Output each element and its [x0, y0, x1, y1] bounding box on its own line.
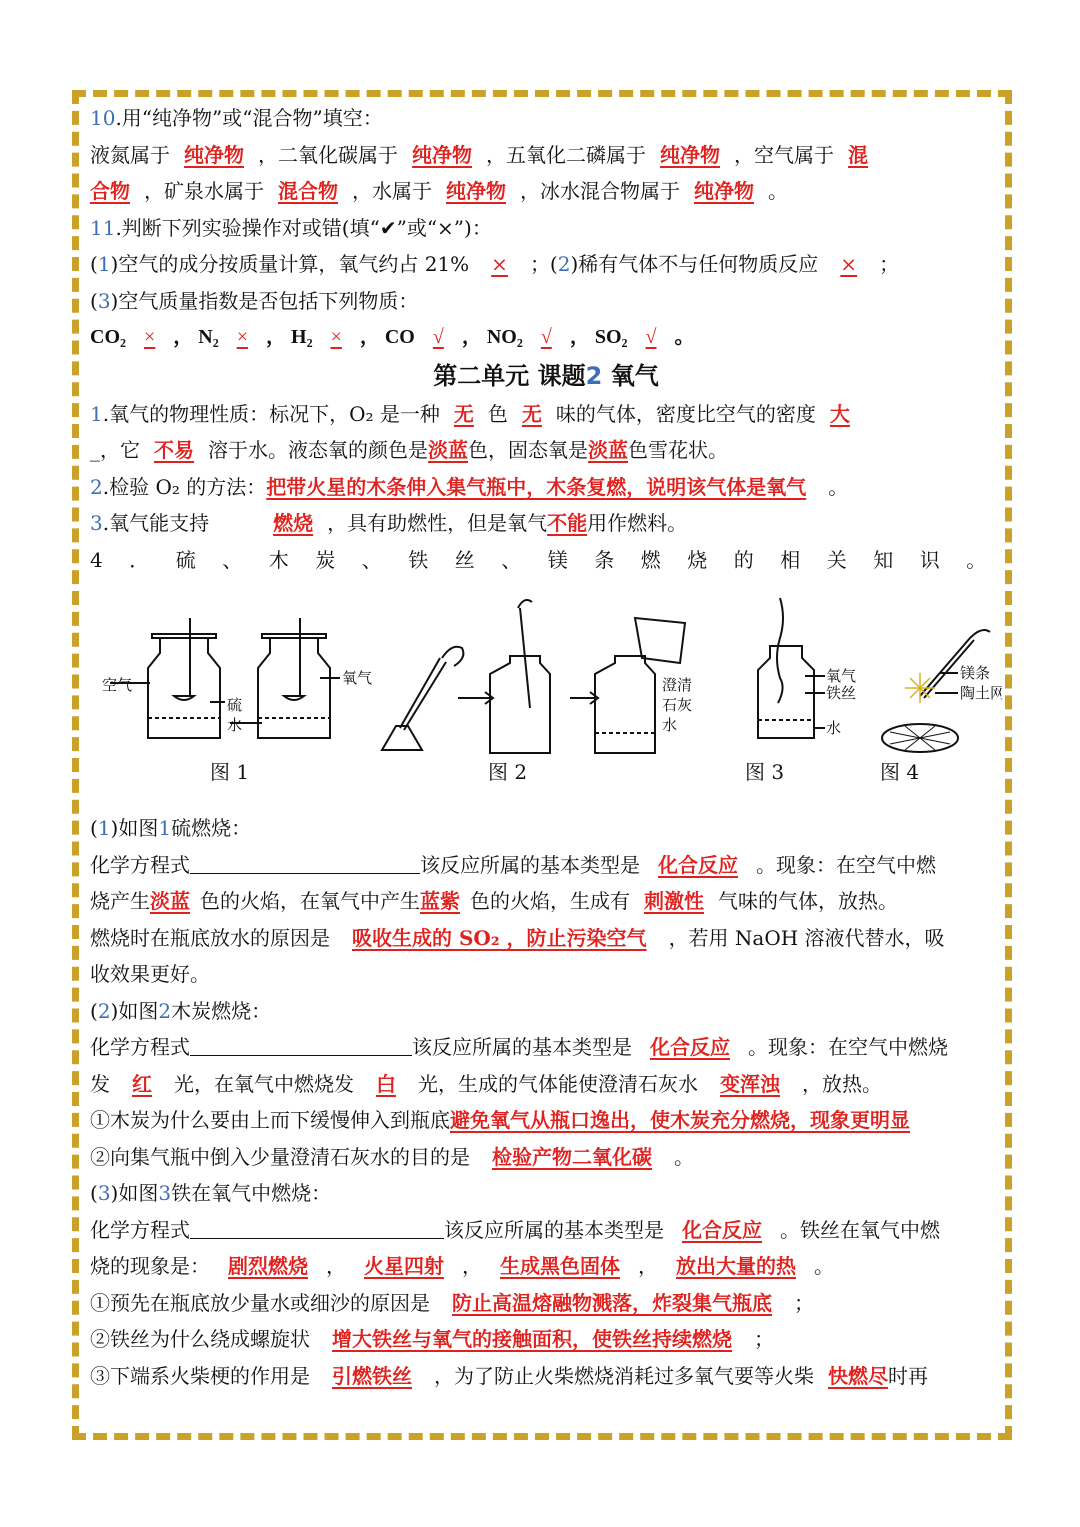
answer: 防止高温熔融物溅落，炸裂集气瓶底: [452, 1290, 772, 1315]
answer: 无: [453, 401, 474, 426]
jar-icon: [148, 638, 220, 738]
p4-line: 4．硫、木炭、铁丝、镁条燃烧的相关知识。: [90, 547, 1013, 572]
s2-line-3: ①木炭为什么要由上而下缓慢伸入到瓶底避免氧气从瓶口逸出，使木炭充分燃烧，现象更明显: [90, 1102, 1002, 1139]
s3-heading: (3)如图3铁在氧气中燃烧：: [90, 1181, 332, 1205]
answer: 白: [376, 1071, 396, 1096]
answer: 剧烈燃烧: [228, 1254, 308, 1278]
p2-line: 2.检验 O₂ 的方法：把带火星的木条伸入集气瓶中，木条复燃，说明该气体是氧气 。: [90, 474, 849, 499]
label-limewater: 水: [662, 716, 678, 734]
answer: 把带火星的木条伸入集气瓶中，木条复燃，说明该气体是氧气: [266, 474, 807, 499]
label-water: 水: [826, 719, 842, 737]
label-water: 水: [227, 716, 243, 734]
answer: 放出大量的热: [676, 1254, 796, 1278]
answer: 变浑浊: [720, 1071, 780, 1096]
s2-heading: (2)如图2木炭燃烧：: [90, 998, 272, 1023]
s3-line-1: 化学方程式 该反应所属的基本类型是 化合反应 。铁丝在氧气中燃: [90, 1217, 940, 1242]
s1-line-4: 收效果更好。: [90, 962, 210, 986]
answer: 化合反应: [650, 1035, 730, 1059]
s1-line-1: 化学方程式 该反应所属的基本类型是 化合反应 。现象：在空气中燃: [90, 852, 936, 877]
answer: ×: [330, 326, 342, 348]
s2-line-1: 化学方程式 该反应所属的基本类型是 化合反应 。现象：在空气中燃烧: [90, 1035, 948, 1059]
answer: 淡蓝: [588, 438, 628, 462]
answer: ×: [144, 326, 156, 348]
answer: 纯净物: [412, 142, 472, 167]
q11-line-3: CO₂ × ， N₂ × ， H₂ × ， CO √ ， NO₂ √ ， SO₂ √ 。: [90, 326, 695, 348]
label-limewater: 澄清: [662, 676, 693, 694]
answer: √: [645, 326, 657, 348]
tongs-icon: [400, 658, 446, 730]
label-oxygen: 氧气: [826, 667, 857, 685]
answer: 淡蓝: [150, 889, 190, 913]
figure-caption: 图 3: [745, 760, 785, 784]
answer: ×: [491, 252, 508, 276]
answer: 混: [848, 142, 868, 167]
q10-prompt: 10.用“纯净物”或“混合物”填空：: [90, 106, 383, 130]
answer: 纯净物: [184, 142, 244, 167]
label-sulfur: 硫: [227, 696, 243, 714]
q11-prompt: 11.判断下列实验操作对或错(填“✔”或“×”)：: [90, 215, 492, 240]
answer: 引燃铁丝: [332, 1363, 412, 1388]
iron-wire-icon: [777, 598, 783, 703]
jar-icon: [490, 656, 550, 753]
answer: √: [540, 326, 552, 348]
q10-line-1: 液氮属于 纯净物 ，二氧化碳属于 纯净物 ，五氧化二磷属于 纯净物 ，空气属于 混: [90, 142, 868, 167]
answer: 不能: [547, 511, 588, 535]
p3-line: 3.氧气能支持 燃烧 ，具有助燃性，但是氧气不能用作燃料。: [90, 511, 688, 535]
answer: 化合反应: [658, 852, 738, 877]
s1-heading: (1)如图1硫燃烧：: [90, 816, 252, 840]
jar-lid: [152, 634, 216, 638]
answer: 增大铁丝与氧气的接触面积，使铁丝持续燃烧: [332, 1327, 732, 1351]
label-oxygen: 氧气: [342, 669, 373, 687]
figure-caption: 图 1: [210, 760, 250, 784]
equation-blank: [190, 1033, 412, 1056]
s3-line-2: 烧的现象是： 剧烈燃烧 ， 火星四射 ， 生成黑色固体 ， 放出大量的热 。: [90, 1254, 834, 1278]
answer: 避免氧气从瓶口逸出，使木炭充分燃烧，现象更明显: [450, 1108, 910, 1132]
answer: 淡蓝: [428, 438, 468, 462]
label-iron-wire: 铁丝: [826, 684, 857, 702]
spark-icon: [905, 673, 935, 703]
s3-line-4: ②铁丝为什么绕成螺旋状 增大铁丝与氧气的接触面积，使铁丝持续燃烧 ；: [90, 1327, 774, 1351]
answer: √: [432, 326, 444, 348]
p1-line-2: _，它 不易 溶于水。液态氧的颜色是淡蓝色，固态氧是淡蓝色雪花状。: [90, 438, 728, 462]
answer: 刺激性: [644, 889, 704, 913]
answer: 合物: [90, 179, 130, 203]
equation-blank: [190, 1216, 444, 1239]
figure-area: [90, 578, 1002, 810]
label-limewater: 石灰: [662, 696, 693, 714]
s2-line-4: ②向集气瓶中倒入少量澄清石灰水的目的是 检验产物二氧化碳 。: [90, 1144, 694, 1169]
s1-line-3: 燃烧时在瓶底放水的原因是 吸收生成的 SO₂ ，防止污染空气 ，若用 NaOH 溶液代替水，吸: [90, 925, 945, 950]
spoon-icon: [174, 696, 194, 700]
answer: ×: [236, 326, 249, 348]
answer: ×: [840, 252, 858, 276]
answer: 纯净物: [446, 179, 506, 203]
answer: 混合物: [278, 179, 338, 203]
figure-caption: 图 2: [488, 760, 528, 784]
alcohol-lamp-icon: [382, 726, 422, 750]
answer: 化合反应: [682, 1217, 762, 1242]
figure-caption: 图 4: [880, 760, 920, 784]
q10-line-2: 合物 ，矿泉水属于 混合物 ，水属于 纯净物 ，冰水混合物属于 纯净物 。: [90, 179, 788, 203]
answer: 蓝紫: [420, 889, 460, 913]
answer: 火星四射: [364, 1254, 444, 1278]
answer: 红: [132, 1071, 152, 1096]
label-gauze: 陶土网: [960, 684, 1002, 702]
answer: 生成黑色固体: [500, 1254, 620, 1278]
label-air: 空气: [102, 676, 133, 694]
answer: 燃烧: [273, 511, 314, 535]
s3-line-3: ①预先在瓶底放少量水或细沙的原因是 防止高温熔融物溅落，炸裂集气瓶底 ；: [90, 1290, 814, 1315]
jar-icon: [595, 656, 655, 753]
s1-line-2: 烧产生淡蓝 色的火焰，在氧气中产生蓝紫 色的火焰，生成有 刺激性 气味的气体，放热。: [90, 889, 898, 913]
answer: 吸收生成的 SO₂ ，防止污染空气: [352, 925, 647, 950]
equation-blank: [190, 851, 420, 874]
jar-icon: [258, 638, 330, 738]
answer: 不易: [154, 438, 194, 462]
s3-line-5: ③下端系火柴梗的作用是 引燃铁丝 ，为了防止火柴燃烧消耗过多氧气要等火柴 快燃尽时再: [90, 1363, 928, 1388]
p1-line-1: 1.氧气的物理性质：标况下，O₂ 是一种 无 色 无 味的气体，密度比空气的密度 大: [90, 396, 1002, 433]
answer: 检验产物二氧化碳: [492, 1144, 652, 1169]
answer: 无: [521, 401, 542, 426]
q11-line-2: (3)空气质量指数是否包括下列物质：: [90, 288, 419, 313]
beaker-icon: [635, 618, 685, 663]
answer: 纯净物: [660, 142, 720, 167]
answer: 快燃尽: [828, 1363, 888, 1388]
label-magnesium: 镁条: [960, 664, 991, 682]
answer: 大: [829, 401, 850, 426]
worksheet-content: [90, 100, 1013, 1394]
section-title: 第二单元 课题2 氧气: [433, 361, 659, 390]
answer: 纯净物: [694, 179, 754, 203]
q11-line-1: (1)空气的成分按质量计算，氧气约占 21% × ；(2)稀有气体不与任何物质反应 × ；: [90, 252, 900, 276]
s2-line-2: 发 红 光，在氧气中燃烧发 白 光，生成的气体能使澄清石灰水 变浑浊 ，放热。: [90, 1071, 882, 1096]
